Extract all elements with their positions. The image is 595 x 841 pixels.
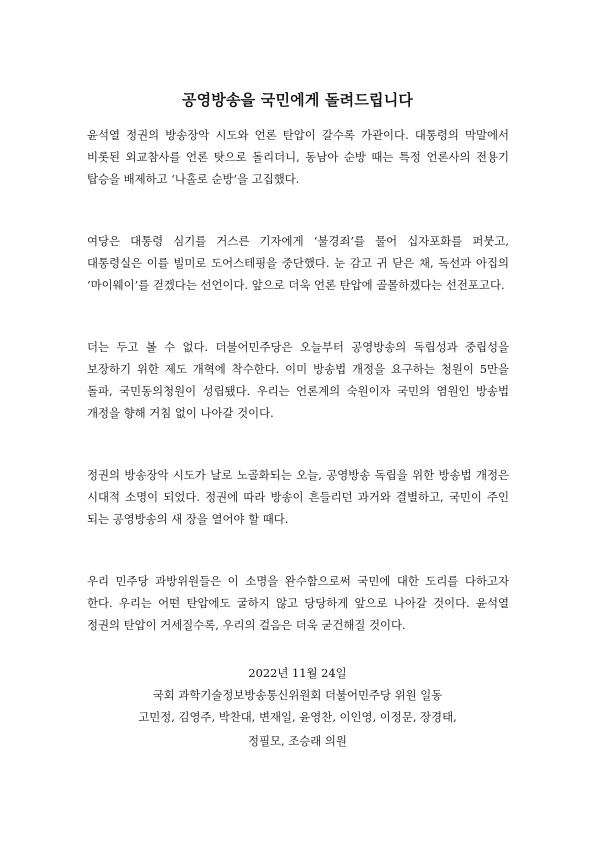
signature-names-line-2: 정필모, 조승래 의원 bbox=[248, 734, 347, 748]
paragraph-5: 우리 민주당 과방위원들은 이 소명을 완수함으로써 국민에 대한 도리를 다하고자 한다. 우리는 어떤 탄압에도 굴하지 않고 당당하게 앞으로 나아갈 것이다. 윤석열 정권의 탄압이 거세질수록, 우리의 걸음은 더욱 굳건해질 것이다. bbox=[87, 574, 509, 632]
document-title: 공영방송을 국민에게 돌려드립니다 bbox=[181, 91, 414, 109]
signature-names-line-1: 고민정, 김영주, 박찬대, 변재일, 윤영찬, 이인영, 이정문, 장경태, bbox=[138, 710, 457, 724]
paragraph-4: 정권의 방송장악 시도가 날로 노골화되는 오늘, 공영방송 독립을 위한 방송법 개정은 시대적 소명이 되었다. 정권에 따라 방송이 흔들리던 과거와 결별하고, 국민이 주인 되는 공영방송의 새 장을 열어야 할 때다. bbox=[87, 468, 509, 526]
paragraph-2: 여당은 대통령 심기를 거스른 기자에게 ‘불경죄’를 물어 십자포화를 퍼붓고, 대통령실은 이를 빌미로 도어스테핑을 중단했다. 눈 감고 귀 닫은 채, 독선과 아집의 ‘마이웨이’를 걷겠다는 선언이다. 앞으로 더욱 언론 탄압에 골몰하겠다는 선전포고다. bbox=[87, 234, 509, 292]
signature-date: 2022년 11월 24일 bbox=[248, 666, 347, 680]
paragraph-1: 윤석열 정권의 방송장악 시도와 언론 탄압이 갈수록 가관이다. 대통령의 막말에서 비롯된 외교참사를 언론 탓으로 돌리더니, 동남아 순방 때는 특정 언론사의 전용기 탑승을 배제하고 ‘나홀로 순방’을 고집했다. bbox=[87, 128, 509, 186]
paragraph-3: 더는 두고 볼 수 없다. 더불어민주당은 오늘부터 공영방송의 독립성과 중립성을 보장하기 위한 제도 개혁에 착수한다. 이미 방송법 개정을 요구하는 청원이 5만을 돌파, 국민동의청원이 성립됐다. 우리는 언론계의 숙원이자 국민의 염원인 방송법 개정을 향해 거침 없이 나아갈 것이다. bbox=[87, 340, 509, 420]
signature-organization: 국회 과학기술정보방송통신위원회 더불어민주당 위원 일동 bbox=[152, 688, 443, 702]
